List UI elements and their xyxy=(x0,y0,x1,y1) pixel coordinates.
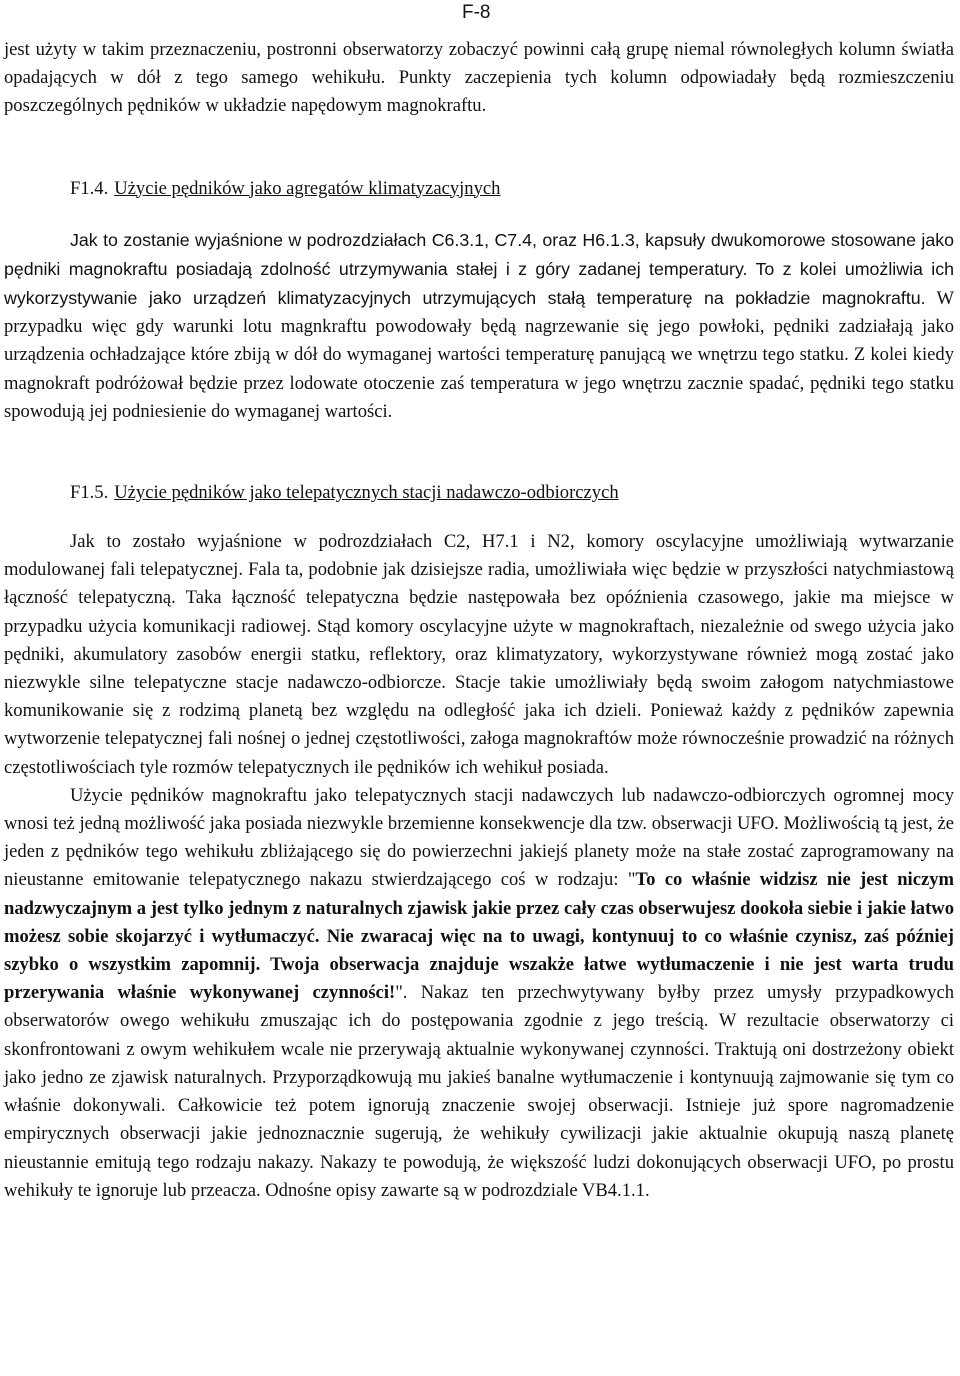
page-content xyxy=(4,36,954,1205)
paragraph-text-before: Użycie pędników magnokraftu jako telepatycznych stacji nadawczych lub nadawczo-odbiorczych ogromnej mocy wnosi też jedną możliwość jaka posiada niezwykle brzemienne konsekwencje dla tzw. obserwacji UFO. Możliwością tą jest, że jeden z pędników tego wehikułu zbliżającego się do powierzechni jakiejś planety może na stałe zostać zaprogramowany na nieustanne emitowanie telepatycznego nakazu stwierdzającego coś w rodzaju: " xyxy=(4,784,954,891)
section-title: Użycie pędników jako agregatów klimatyzacyjnych xyxy=(114,177,501,199)
section-heading-f1-4 xyxy=(4,175,954,203)
section-f1-5-paragraph-2 xyxy=(4,782,954,1205)
paragraph-text-after: ". Nakaz ten przechwytywany byłby przez umysły przypadkowych obserwatorów owego wehikułu zmuszając ich do postępowania zgodnie z jego treścią. W rezultacie obserwatorzy ci skonfrontowani z owym wehikułem wcale nie przerywają aktualnie wykonywanej czynności. Traktują oni dostrzeżony obiekt jako jedno ze zjawisk naturalnych. Przyporządkowują mu jakieś banalne wytłumaczenie i kontynuują zajmowanie się tym co właśnie dokonywali. Całkowicie też potem ignorują znaczenie swojej obserwacji. Istnieje już spore nagromadzenie empirycznych obserwacji jakie jednoznacznie sugerują, że wehikuły cywilizacji jakie aktualnie okupują naszą planetę nieustannie emitują tego rodzaju nakazy. Nakazy te powodują, że większość ludzi dokonujących obserwacji UFO, po prostu wehikuły te ignoruje lub przeacza. Odnośne opisy zawarte są w podrozdziale VB4.1.1. xyxy=(4,982,955,1201)
section-f1-4-paragraph xyxy=(4,226,954,426)
section-number: F1.5. xyxy=(70,482,109,504)
section-number: F1.4. xyxy=(70,177,109,199)
paragraph-sans-part: Jak to zostanie wyjaśnione w podrozdziałach C6.3.1, C7.4, oraz H6.1.3, kapsuły dwukomorowe stosowane jako pędniki magnokraftu posiadają zdolność utrzymywania stałej i z góry zadanej temperatury. To z kolei umożliwia ich wykorzystywanie jako urządzeń klimatyzacyjnych utrzymujących stałą temperaturę na pokładzie magnokraftu. xyxy=(4,229,954,309)
section-title: Użycie pędników jako telepatycznych stacji nadawczo-odbiorczych xyxy=(114,482,619,504)
intro-paragraph: jest użyty w takim przeznaczeniu, postronni obserwatorzy zobaczyć powinni całą grupę niemal równoległych kolumn światła opadających w dół z tego samego wehikułu. Punkty zaczepienia tych kolumn odpowiadały będą rozmieszczeniu poszczególnych pędników w układzie napędowym magnokraftu. xyxy=(4,39,954,117)
telepathic-command-quote: To co właśnie widzisz nie jest niczym nadzwyczajnym a jest tylko jednym z naturalnych zjawisk jakie przez cały czas obserwujesz dookoła siebie i jakie łatwo możesz sobie skojarzyć i wytłumaczyć. Nie zwaracaj więc na to uwagi, kontynuuj to co właśnie czynisz, zaś później szybko o wszystkim zapomnij. Twoja obserwacja znajduje wszakże łatwe wytłumaczenie i nie jest warta trudu przerywania właśnie wykonywanej czynności! xyxy=(4,869,954,1004)
section-f1-5-paragraph-1: Jak to zostało wyjaśnione w podrozdziałach C2, H7.1 i N2, komory oscylacyjne umożliwiają wytwarzanie modulowanej fali telepatycznej. Fala ta, podobnie jak dzisiejsze radia, umożliwiała więc będzie w przyszłości natychmiastową łączność telepatyczną. Taka łączność telepatyczna będzie następowała bez opóźnienia czasowego, jakie ma miejsce w przypadku użycia komunikacji radiowej. Stąd komory oscylacyjne użyte w magnokraftach, niezależnie od swego użycia jako pędniki, akumulatory zasobów energii statku, reflektory, oraz klimatyzatory, wykorzystywane również mogą zostać jako niezwykle silne telepatyczne stacje nadawczo-odbiorcze. Stacje takie umożliwiały będą swoim załogom natychmiastowe komunikowanie się z rodzimą planetą bez względu na odległość jaka ich dzieli. Ponieważ każdy z pędników zapewnia wytworzenie telepatycznej fali nośnej o jednej częstotliwości, załoga magnokraftów może równocześnie prowadzić na różnych częstotliwościach tyle rozmów telepatycznych ile pędników ich wehikuł posiada. xyxy=(4,531,954,778)
page-number: F-8 xyxy=(462,2,491,23)
section-heading-f1-5 xyxy=(4,479,954,507)
paragraph-serif-part: W przypadku więc gdy warunki lotu magnkraftu powodowały będą nagrzewanie się jego powłoki, pędniki zadziałają jako urządzenia ochładzające które zbiją w dół do wymaganej wartości temperaturę panującą we wnętrzu tego statku. Z kolei kiedy magnokraft podróżował będzie przez lodowate otoczenie zaś temperatura w jego wnętrzu zacznie spadać, pędniki tego statku spowodują jej podniesienie do wymaganej wartości. xyxy=(4,288,954,422)
